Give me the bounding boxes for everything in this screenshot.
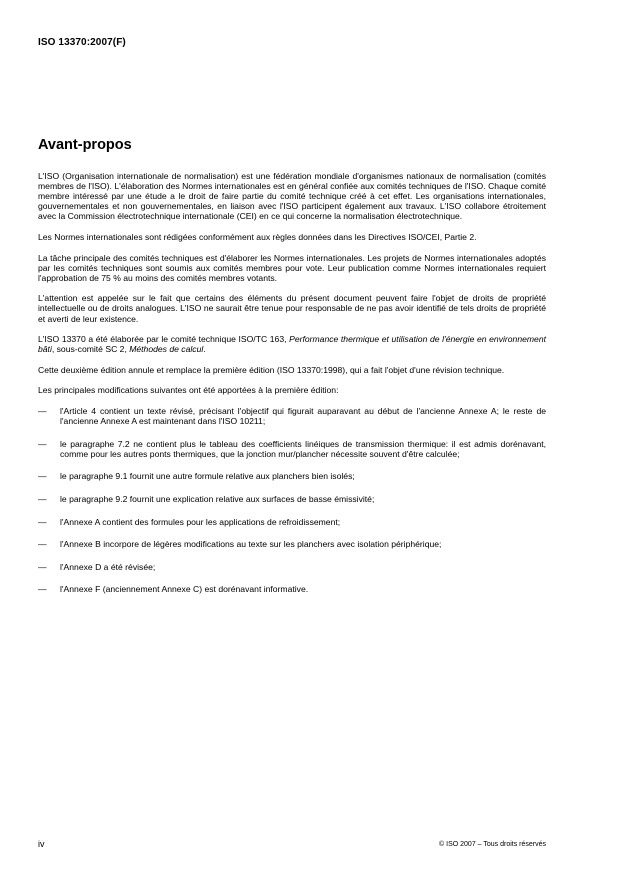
subcommittee-title: Méthodes de calcul	[129, 344, 204, 355]
list-item	[38, 471, 546, 481]
dash-bullet: —	[38, 584, 47, 595]
paragraph-directives: Les Normes internationales sont rédigées conformément aux règles données dans les Directives ISO/CEI, Partie 2.	[38, 231, 477, 242]
list-item	[38, 562, 546, 572]
list-item-text: l'Article 4 contient un texte révisé, précisant l'objectif qui figurait auparavant au début de l'ancienne Annexe A; le reste de l'ancienne Annexe A est maintenant dans l'ISO 10211;	[60, 406, 546, 427]
dash-bullet: —	[38, 471, 47, 482]
list-item	[38, 539, 546, 549]
dash-bullet: —	[38, 406, 47, 416]
list-item	[38, 584, 546, 594]
page-number: iv	[38, 839, 45, 849]
list-item-text: le paragraphe 9.2 fournit une explication relative aux surfaces de basse émissivité;	[60, 493, 375, 504]
paragraph-changes-intro: Les principales modifications suivantes ont été apportées à la première édition:	[38, 385, 339, 396]
paragraph-edition: Cette deuxième édition annule et remplace la première édition (ISO 13370:1998), qui a fait l'objet d'une révision technique.	[38, 364, 505, 375]
list-item-text: le paragraphe 7.2 ne contient plus le tableau des coefficients linéiques de transmission thermique: il est admis dorénavant, comme pour les autres ponts thermiques, que la jonction mur/plancher nécessite souvent d'être calculée;	[60, 438, 546, 459]
paragraph-patent-rights: L'attention est appelée sur le fait que certains des éléments du présent document peuvent faire l'objet de droits de propriété intellectuelle ou de droits analogues. L'ISO ne saurait être tenue pour responsable de ne pas avoir identifié de tels droits de propriété et averti de leur existence.	[38, 293, 546, 324]
document-id: ISO 13370:2007(F)	[38, 37, 126, 48]
dash-bullet: —	[38, 539, 47, 550]
changes-list	[38, 406, 546, 594]
list-item-text: le paragraphe 9.1 fournit une autre formule relative aux planchers bien isolés;	[60, 471, 355, 482]
committee-title: Performance thermique et utilisation de l'énergie en environnement bâti	[38, 334, 546, 355]
dash-bullet: —	[38, 561, 47, 572]
dash-bullet: —	[38, 438, 47, 449]
list-item	[38, 517, 546, 527]
list-item	[38, 494, 546, 504]
list-item	[38, 406, 546, 426]
dash-bullet: —	[38, 493, 47, 504]
list-item-text: l'Annexe D a été révisée;	[60, 561, 156, 572]
list-item	[38, 439, 546, 459]
copyright-notice: © ISO 2007 – Tous droits réservés	[439, 841, 546, 848]
dash-bullet: —	[38, 516, 47, 527]
committee-text-2: , sous-comité SC 2,	[51, 344, 130, 355]
document-body	[38, 171, 546, 607]
list-item-text: l'Annexe B incorpore de légères modifications au texte sur les planchers avec isolation périphérique;	[60, 539, 442, 550]
section-heading: Avant-propos	[38, 137, 132, 153]
committee-text-3: .	[203, 344, 206, 355]
paragraph-main-task: La tâche principale des comités techniques est d'élaborer les Normes internationales. Les projets de Normes internationales adoptés par les comités techniques sont soumis aux comités membres pour vote. Leur publication comme Normes internationales requiert l'approbation de 75 % au moins des comités membres votants.	[38, 252, 546, 283]
paragraph-iso-intro: L'ISO (Organisation internationale de normalisation) est une fédération mondiale d'organismes nationaux de normalisation (comités membres de l'ISO). L'élaboration des Normes internationales est en général confiée aux comités techniques de l'ISO. Chaque comité membre intéressé par une étude a le droit de faire partie du comité technique créé à cet effet. Les organisations internationales, gouvernementales et non gouvernementales, en liaison avec l'ISO participent également aux travaux. L'ISO collabore étroitement avec la Commission électrotechnique internationale (CEI) en ce qui concerne la normalisation électrotechnique.	[38, 171, 546, 222]
list-item-text: l'Annexe F (anciennement Annexe C) est dorénavant informative.	[60, 584, 309, 595]
paragraph-committee	[38, 334, 546, 354]
list-item-text: l'Annexe A contient des formules pour les applications de refroidissement;	[60, 516, 341, 527]
committee-text-1: L'ISO 13370 a été élaborée par le comité technique ISO/TC 163,	[38, 334, 290, 345]
